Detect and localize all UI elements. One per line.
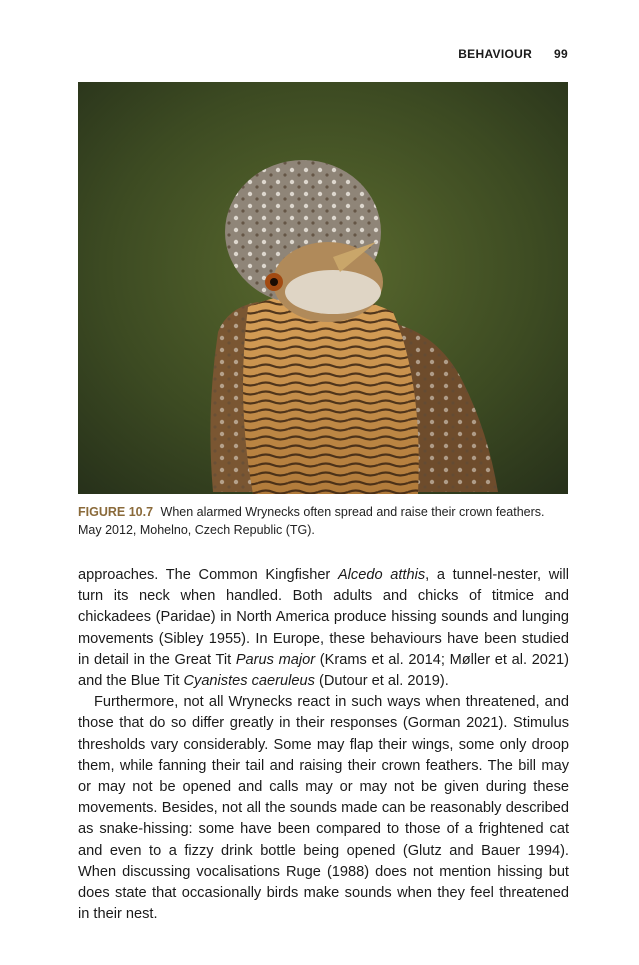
p1-text-2: , a tunnel-nester, will turn its neck when handled. Both adults and chicks of titmice and chickadees (Paridae) in North America produce hissing sounds and lunging movements (Sibley 1955). In Europe, these behaviours have been studied in detail in the Great Tit <box>78 567 569 668</box>
section-title: BEHAVIOUR <box>458 47 533 61</box>
p1-species-2: Parus major <box>235 651 316 668</box>
wryneck-photo <box>78 82 568 494</box>
running-head <box>458 47 568 61</box>
paragraph-1 <box>78 565 569 692</box>
p1-species-3: Cyanistes caeruleus <box>183 673 315 690</box>
caption-text: When alarmed Wrynecks often spread and raise their crown feathers. May 2012, Mohelno, Czech Republic (TG). <box>78 505 545 537</box>
p1-text-1: approaches. The Common Kingfisher <box>78 567 338 583</box>
p1-species-1: Alcedo atthis <box>337 567 426 583</box>
p1-text-4: (Dutour et al. 2019). <box>314 673 449 690</box>
page-number: 99 <box>554 47 568 61</box>
paragraph-2: Furthermore, not all Wrynecks react in such ways when threatened, and those that do so differ greatly in their responses (Gorman 2021). Stimulus thresholds vary considerably. Some may flap their wings, some only droop them, while fanning their tail and raising their crown feathers. The bill may or may not be opened and calls may or may not be given during these movements. Besides, not all the sounds made can be reasonably described as snake-hissing: some have been compared to those of a frightened cat and even to a fizzy drink bottle being opened (Glutz and Bauer 1994). When discussing vocalisations Ruge (1988) does not mention hissing but does state that occasionally birds make sounds when they feel threatened in their nest. <box>78 694 569 923</box>
figure-caption <box>78 503 568 539</box>
p1-text-3: (Krams et al. 2014; Møller et al. 2021) and the Blue Tit <box>78 651 570 690</box>
figure-label: FIGURE 10.7 <box>78 505 154 519</box>
body-text <box>78 565 569 925</box>
